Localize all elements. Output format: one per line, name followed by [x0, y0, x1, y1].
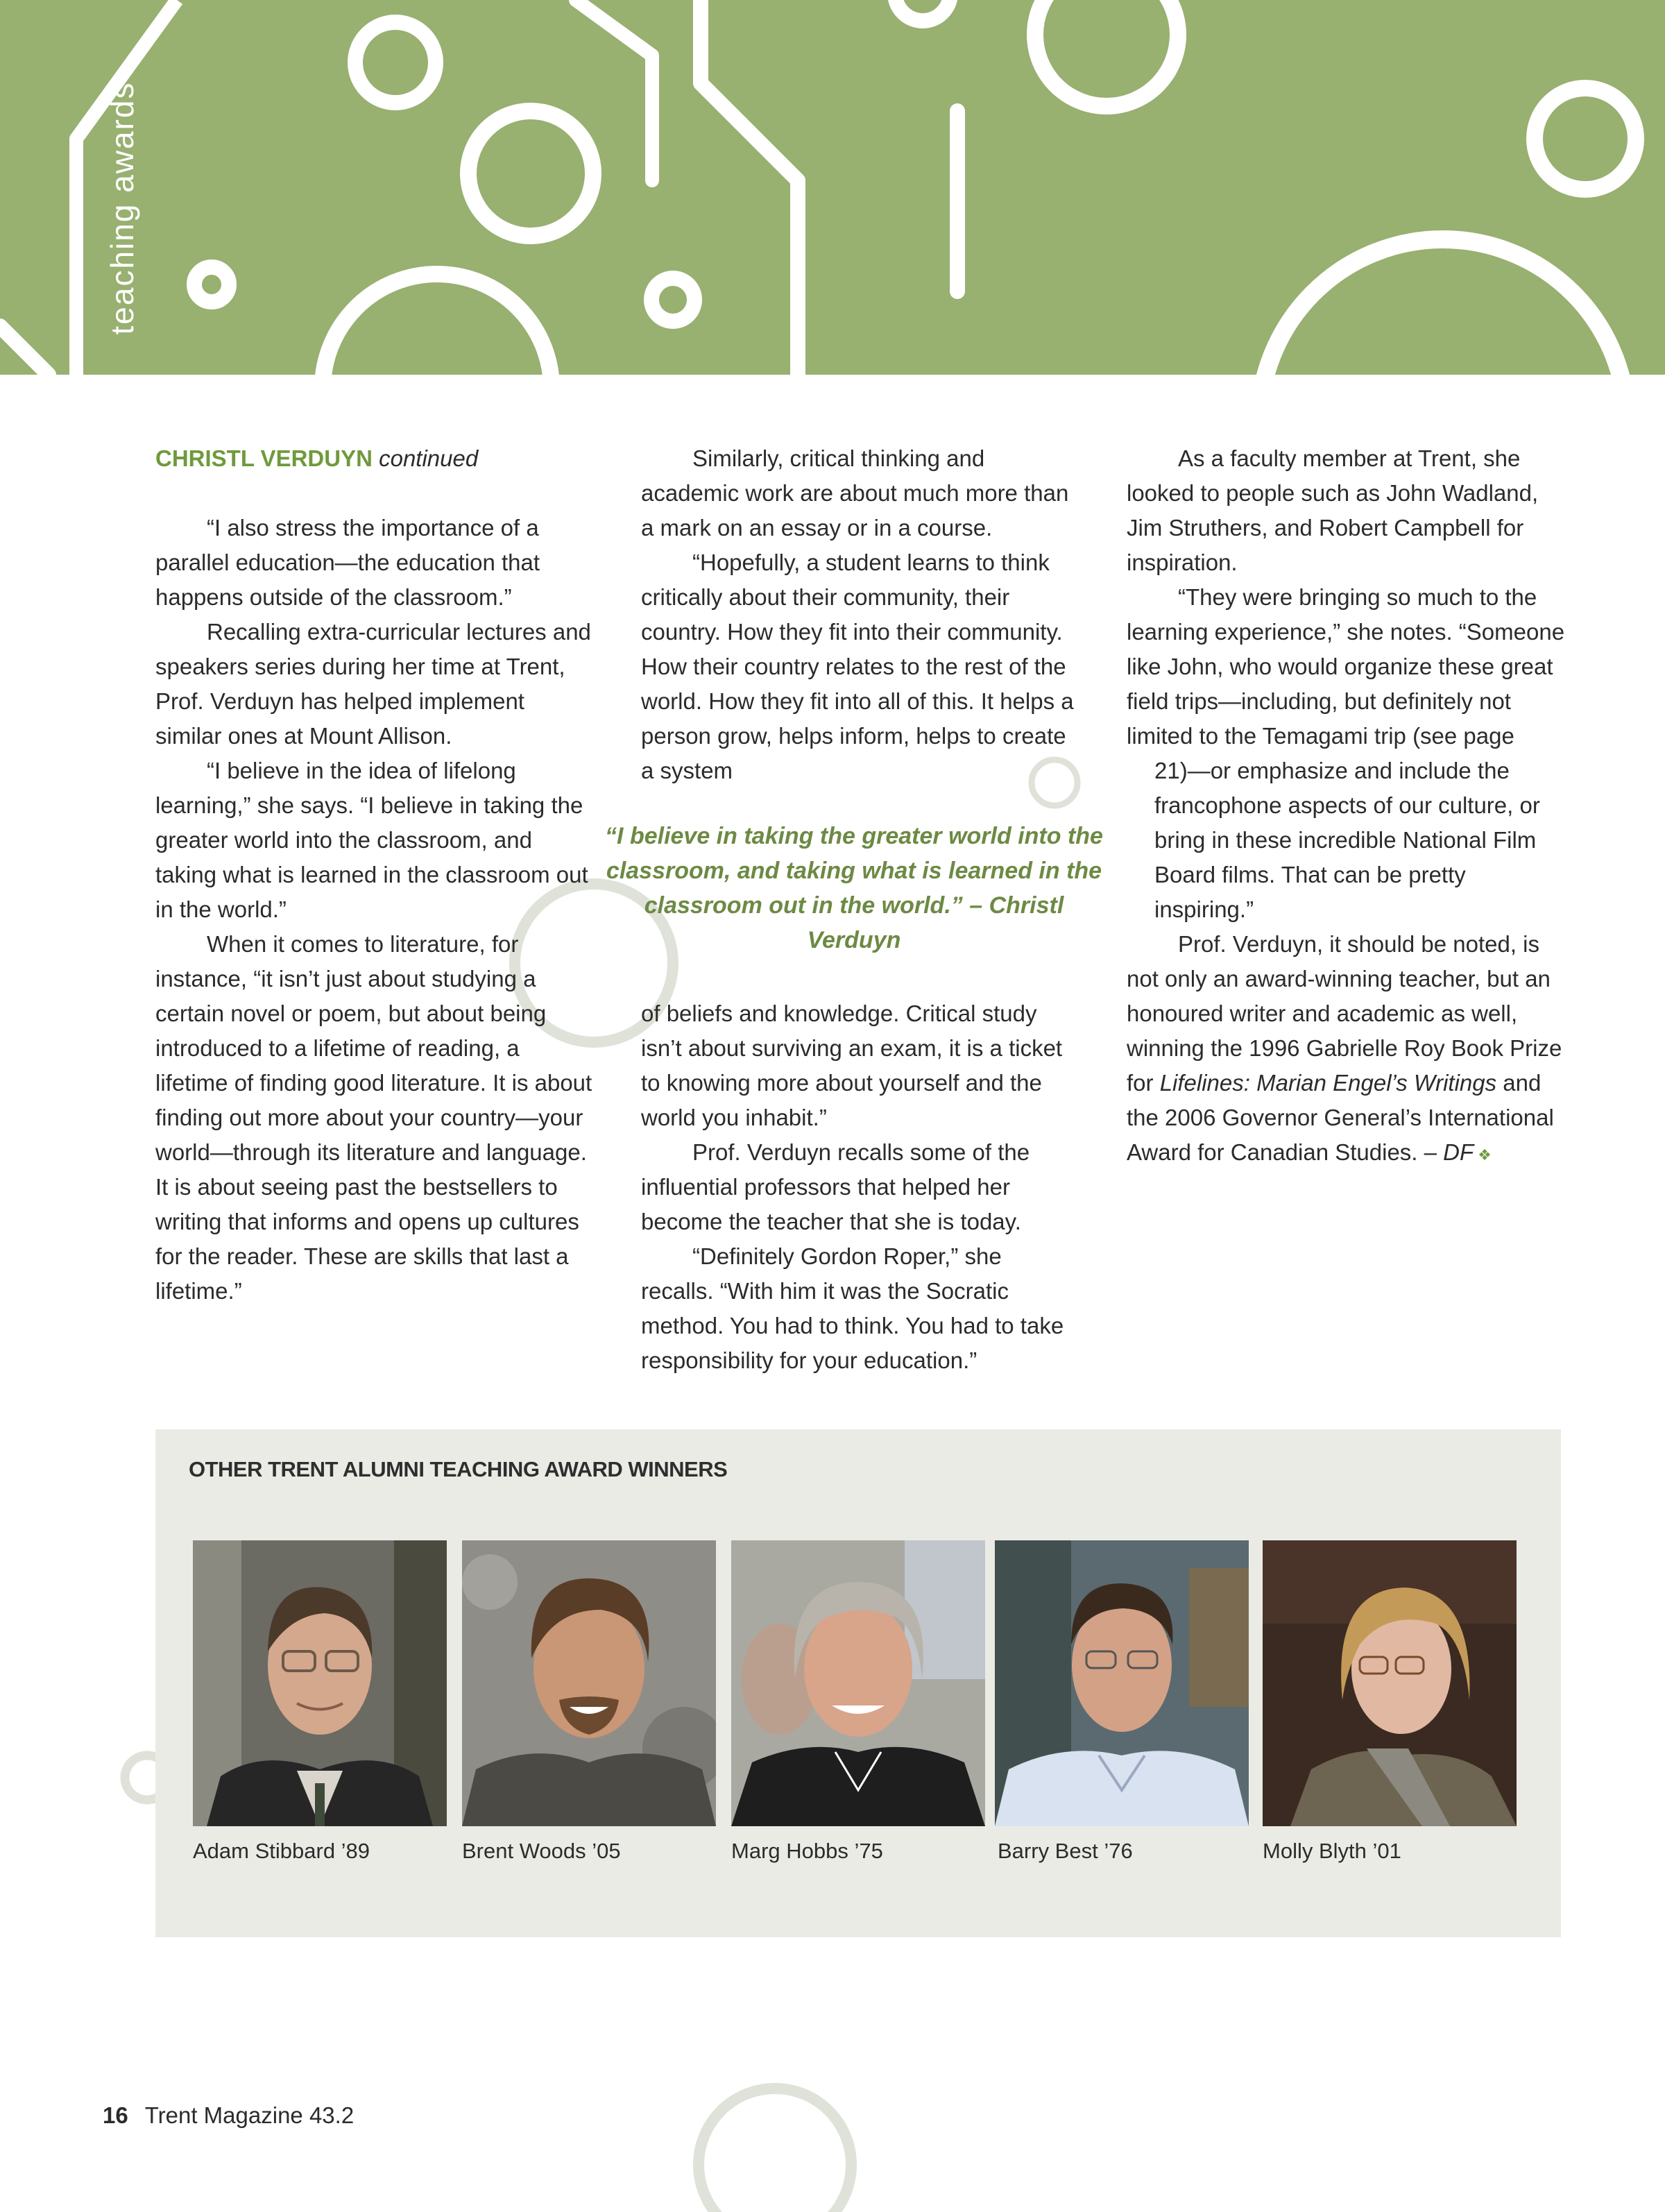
- closing-text-part-1: Prof. Verduyn, it should be noted, is not only an award-winning teacher, but an honoured writer and academic as well, winning the 1996 Gabrielle Roy Book Prize for: [1127, 931, 1562, 1096]
- paragraph: “They were bringing so much to the learning experience,” she notes. “Someone like John, who would organize these great field trips—including, but definitely not limited to the Temagami trip (see page: [1127, 584, 1565, 749]
- winner-photo-1: [193, 1540, 447, 1826]
- paragraph: “I also stress the importance of a parallel education—the education that happens outside of the classroom.”: [155, 515, 540, 610]
- author-name: CHRISTL VERDUYN: [155, 445, 373, 471]
- winner-photo-4: [995, 1540, 1249, 1826]
- page-number: 16: [103, 2102, 128, 2128]
- pull-quote-text: “I believe in taking the greater world into the classroom, and taking what is learned in the classroom out in the world.”: [605, 823, 1103, 919]
- section-tag: [0, 0, 250, 375]
- winner-photo-5: [1263, 1540, 1517, 1826]
- article-column-2-top: [641, 441, 1075, 788]
- header-banner: [0, 0, 1665, 375]
- byline: DF: [1443, 1139, 1474, 1165]
- alumni-winners-panel: [155, 1429, 1561, 1937]
- end-mark-icon: ❖: [1478, 1146, 1492, 1164]
- paragraph: As a faculty member at Trent, she looked to people such as John Wadland, Jim Struthers, and Robert Campbell for inspiration.: [1127, 445, 1539, 575]
- paragraph: Recalling extra-curricular lectures and speakers series during her time at Trent, Prof. Verduyn has helped implement similar ones at Mount Allison.: [155, 619, 591, 749]
- page-footer: [103, 2102, 354, 2129]
- pull-quote: [601, 819, 1107, 958]
- paragraph: When it comes to literature, for instance, “it isn’t just about studying a certain novel or poem, but about being introduced to a lifetime of reading, a lifetime of finding good literature. It is about finding out more about your country—your world—through its literature and language. It is about seeing past the bestsellers to writing that informs and opens up cultures for the reader. These are skills that last a lifetime.”: [155, 931, 592, 1304]
- article-column-3: [1127, 441, 1571, 1173]
- paragraph: Prof. Verduyn recalls some of the influential professors that helped her become the teacher that she is today.: [641, 1139, 1030, 1234]
- paragraph: Similarly, critical thinking and academic work are about much more than a mark on an essay or in a course.: [641, 445, 1069, 541]
- winner-caption-3: Marg Hobbs ’75: [731, 1839, 883, 1863]
- book-title: Lifelines: Marian Engel’s Writings: [1159, 1070, 1497, 1096]
- pull-quote-attribution: – Christl Verduyn: [807, 892, 1064, 953]
- continued-label: continued: [379, 445, 479, 471]
- publication-name: Trent Magazine 43.2: [144, 2102, 355, 2128]
- winner-caption-5: Molly Blyth ’01: [1263, 1839, 1401, 1863]
- winner-photo-2: [462, 1540, 716, 1826]
- article-column-2-bottom: [641, 996, 1075, 1378]
- winner-caption-4: Barry Best ’76: [998, 1839, 1133, 1863]
- paragraph-indented: 21)—or emphasize and include the francophone aspects of our culture, or bring in these incredible National Film Board films. That can be pretty inspiring.”: [1154, 758, 1540, 922]
- article-kicker: [155, 441, 596, 476]
- paragraph: “I believe in the idea of lifelong learning,” she says. “I believe in taking the greater world into the classroom, and taking what is learned in the classroom out in the world.”: [155, 758, 588, 922]
- winner-caption-1: Adam Stibbard ’89: [193, 1839, 370, 1863]
- article-column-1: [155, 441, 596, 1309]
- winner-caption-2: Brent Woods ’05: [462, 1839, 621, 1863]
- closing-text-part-2: and the 2006 Governor General’s International Award for Canadian Studies. –: [1127, 1070, 1554, 1165]
- winner-photo-3: [731, 1540, 985, 1826]
- paragraph: “Definitely Gordon Roper,” she recalls. “With him it was the Socratic method. You had to think. You had to take responsibility for your education.”: [641, 1243, 1064, 1373]
- winners-panel-title: OTHER TRENT ALUMNI TEACHING AWARD WINNERS: [189, 1457, 728, 1481]
- closing-paragraph: [1127, 927, 1571, 1173]
- paragraph: of beliefs and knowledge. Critical study isn’t about surviving an exam, it is a ticket to knowing more about yourself and the world you inhabit.”: [641, 1001, 1063, 1130]
- paragraph: “Hopefully, a student learns to think critically about their community, their country. How they fit into their community. How their country relates to the rest of the world. How they fit into all of this. It helps a person grow, helps inform, helps to create a system: [641, 550, 1074, 783]
- section-tag-label: teaching awards: [104, 81, 140, 335]
